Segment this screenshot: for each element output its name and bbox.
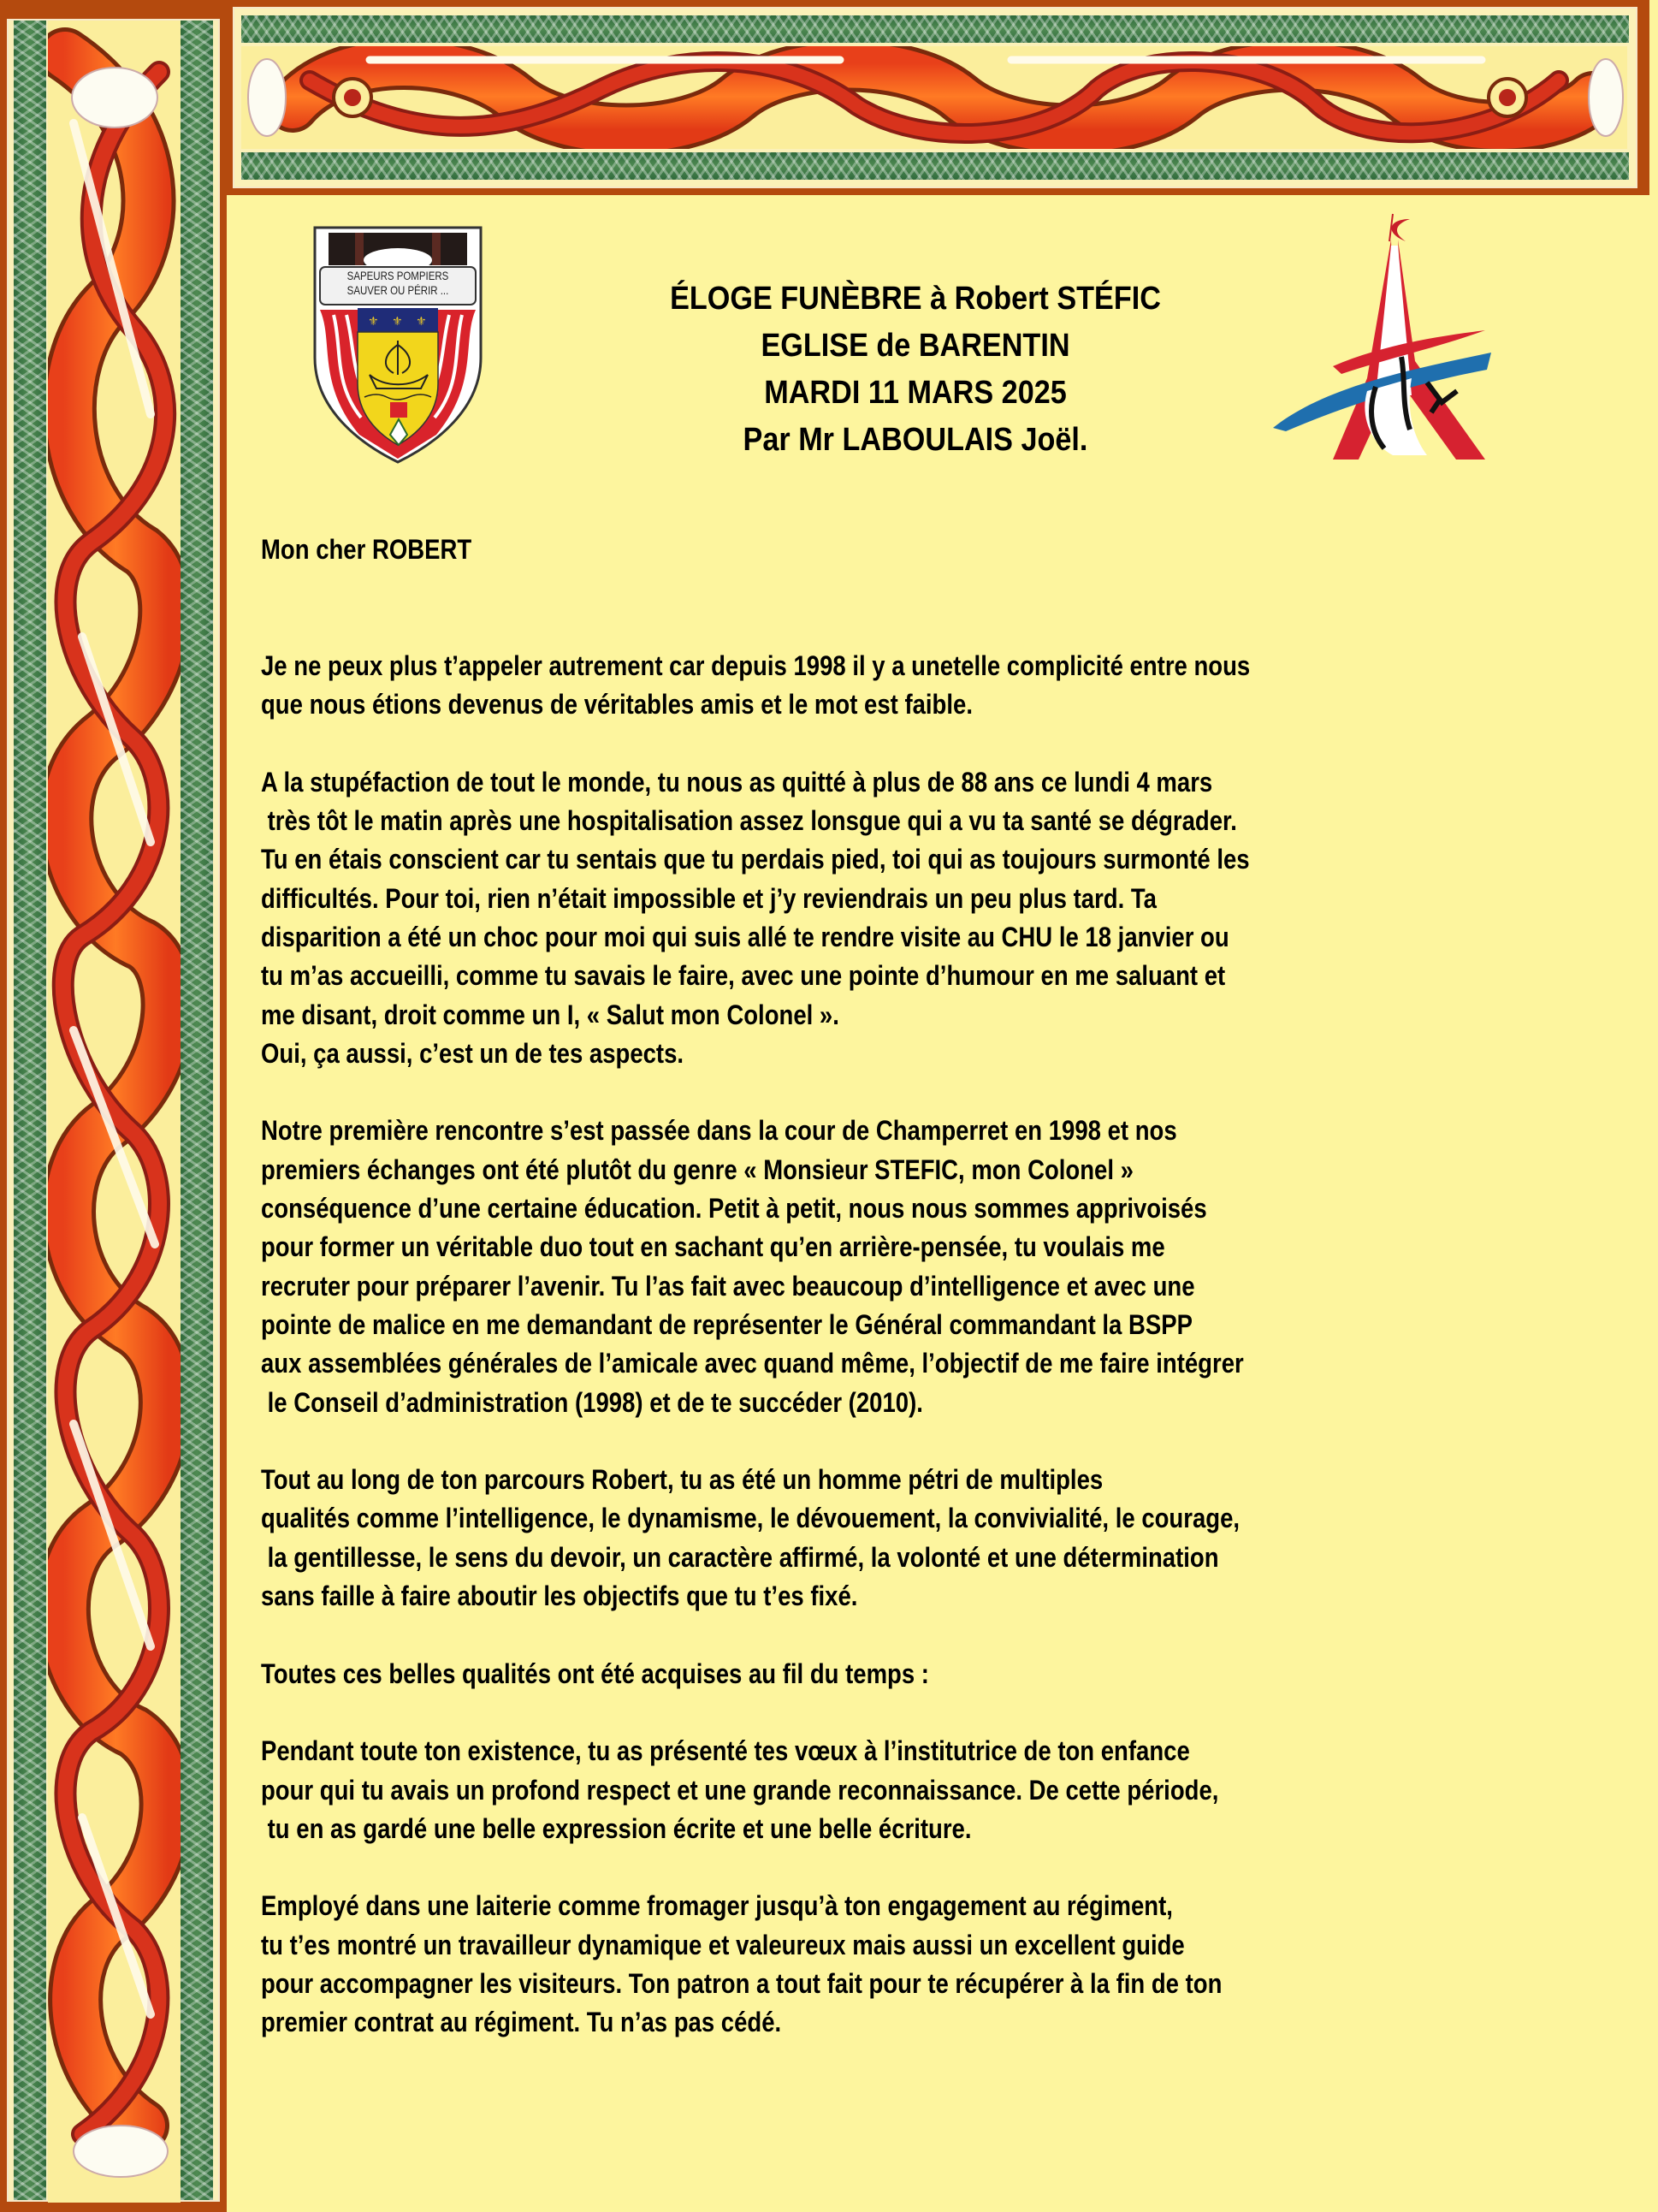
paragraph-line: conséquence d’une certaine éducation. Petit à petit, nous nous sommes apprivoisés [261,1193,1207,1225]
celtic-dragon-ornament-horizontal [241,46,1627,149]
eulogy-title: ÉLOGE FUNÈBRE à Robert STÉFIC [670,281,1161,317]
celtic-dragon-ornament-vertical [48,21,181,2203]
svg-text:⚜: ⚜ [416,315,427,329]
paragraph [261,763,1630,1073]
right-knotwork-strip [181,21,213,2200]
svg-text:⚜: ⚜ [368,315,379,329]
salutation: Mon cher ROBERT [261,534,472,565]
eulogy-place: EGLISE de BARENTIN [761,328,1070,364]
crest-line-2: SAUVER OU PÉRIR ... [346,283,449,297]
eulogy-author: Par Mr LABOULAIS Joël. [743,422,1088,458]
eulogy-date: MARDI 11 MARS 2025 [764,375,1067,411]
left-knotwork-strip [14,21,46,2200]
paragraph-line: aux assemblées générales de l’amicale avec quand même, l’objectif de me faire intégrer [261,1348,1244,1379]
paragraph-line: pour qui tu avais un profond respect et une grande reconnaissance. De cette période, [261,1774,1219,1806]
crest-line-1: SAPEURS POMPIERS [346,269,449,282]
eiffel-tower-amicale-logo [1264,207,1491,464]
paragraph-line: Employé dans une laiterie comme fromager jusqu’à ton engagement au régiment, [261,1890,1173,1922]
paragraph [261,1655,1630,1693]
paragraph-line: premier contrat au régiment. Tu n’as pas cédé. [261,2007,782,2038]
top-ornamental-border [221,0,1649,195]
paragraph-line: Toutes ces belles qualités ont été acquises au fil du temps : [261,1658,929,1689]
sapeurs-pompiers-crest-logo [308,221,488,465]
paragraph-line: Tout au long de ton parcours Robert, tu as été un homme pétri de multiples [261,1464,1104,1496]
paragraph-line: tu m’as accueilli, comme tu savais le faire, avec une pointe d’humour en me saluant et [261,960,1226,992]
paragraph-line: la gentillesse, le sens du devoir, un caractère affirmé, la volonté et une détermination [261,1541,1219,1573]
paragraph-line: très tôt le matin après une hospitalisation assez lonsgue qui a vu ta santé se dégrader. [261,805,1237,837]
paragraph-line: Pendant toute ton existence, tu as présenté tes vœux à l’institutrice de ton enfance [261,1735,1190,1767]
paragraph-line: le Conseil d’administration (1998) et de te succéder (2010). [261,1386,923,1418]
paragraph-line: pour accompagner les visiteurs. Ton patron a tout fait pour te récupérer à la fin de ton [261,1967,1223,1999]
paragraph-line: Tu en étais conscient car tu sentais que tu perdais pied, toi qui as toujours surmonté les [261,844,1250,875]
paragraph [261,1732,1630,1848]
paragraph-line: qualités comme l’intelligence, le dynamisme, le dévouement, la convivialité, le courage, [261,1503,1241,1534]
crest-motto [313,269,483,303]
paragraph-line: tu en as gardé une belle expression écrite et une belle écriture. [261,1812,972,1844]
paragraph-line: difficultés. Pour toi, rien n’était impossible et j’y reviendrais un peu plus tard. Ta [261,882,1157,914]
left-ornamental-border [0,0,227,2212]
paragraph-line: pointe de malice en me demandant de représenter le Général commandant la BSPP [261,1308,1193,1340]
paragraph [261,1461,1630,1616]
paragraph-line: A la stupéfaction de tout le monde, tu nous as quitté à plus de 88 ans ce lundi 4 mars [261,766,1213,798]
top-knotwork-strip [241,15,1629,43]
paragraph [261,647,1630,725]
paragraph-line: pour former un véritable duo tout en sachant qu’en arrière-pensée, tu voulais me [261,1231,1165,1263]
paragraph-line: disparition a été un choc pour moi qui suis allé te rendre visite au CHU le 18 janvier ou [261,921,1229,952]
bottom-knotwork-strip [241,152,1629,180]
paragraph-line: tu t’es montré un travailleur dynamique et valeureux mais aussi un excellent guide [261,1929,1185,1960]
svg-text:⚜: ⚜ [392,315,403,329]
eulogy-body [261,531,1630,2043]
top-border-panel [233,7,1637,188]
paragraph-line: Je ne peux plus t’appeler autrement car depuis 1998 il y a unetelle complicité entre nous [261,649,1251,681]
paragraph [261,1887,1630,2042]
paragraph [261,1112,1630,1421]
paragraph-line: Oui, ça aussi, c’est un de tes aspects. [261,1037,684,1069]
paragraph-line: Notre première rencontre s’est passée dans la cour de Champerret en 1998 et nos [261,1115,1177,1147]
left-border-panel [7,19,220,2202]
paragraph-line: me disant, droit comme un I, « Salut mon Colonel ». [261,999,839,1030]
paragraph-line: que nous étions devenus de véritables amis et le mot est faible. [261,689,973,721]
eulogy-header [548,276,1283,464]
paragraph-line: premiers échanges ont été plutôt du genre « Monsieur STEFIC, mon Colonel » [261,1153,1134,1185]
paragraph-line: recruter pour préparer l’avenir. Tu l’as fait avec beaucoup d’intelligence et avec une [261,1270,1195,1302]
paragraph-line: sans faille à faire aboutir les objectifs que tu t’es fixé. [261,1580,858,1612]
